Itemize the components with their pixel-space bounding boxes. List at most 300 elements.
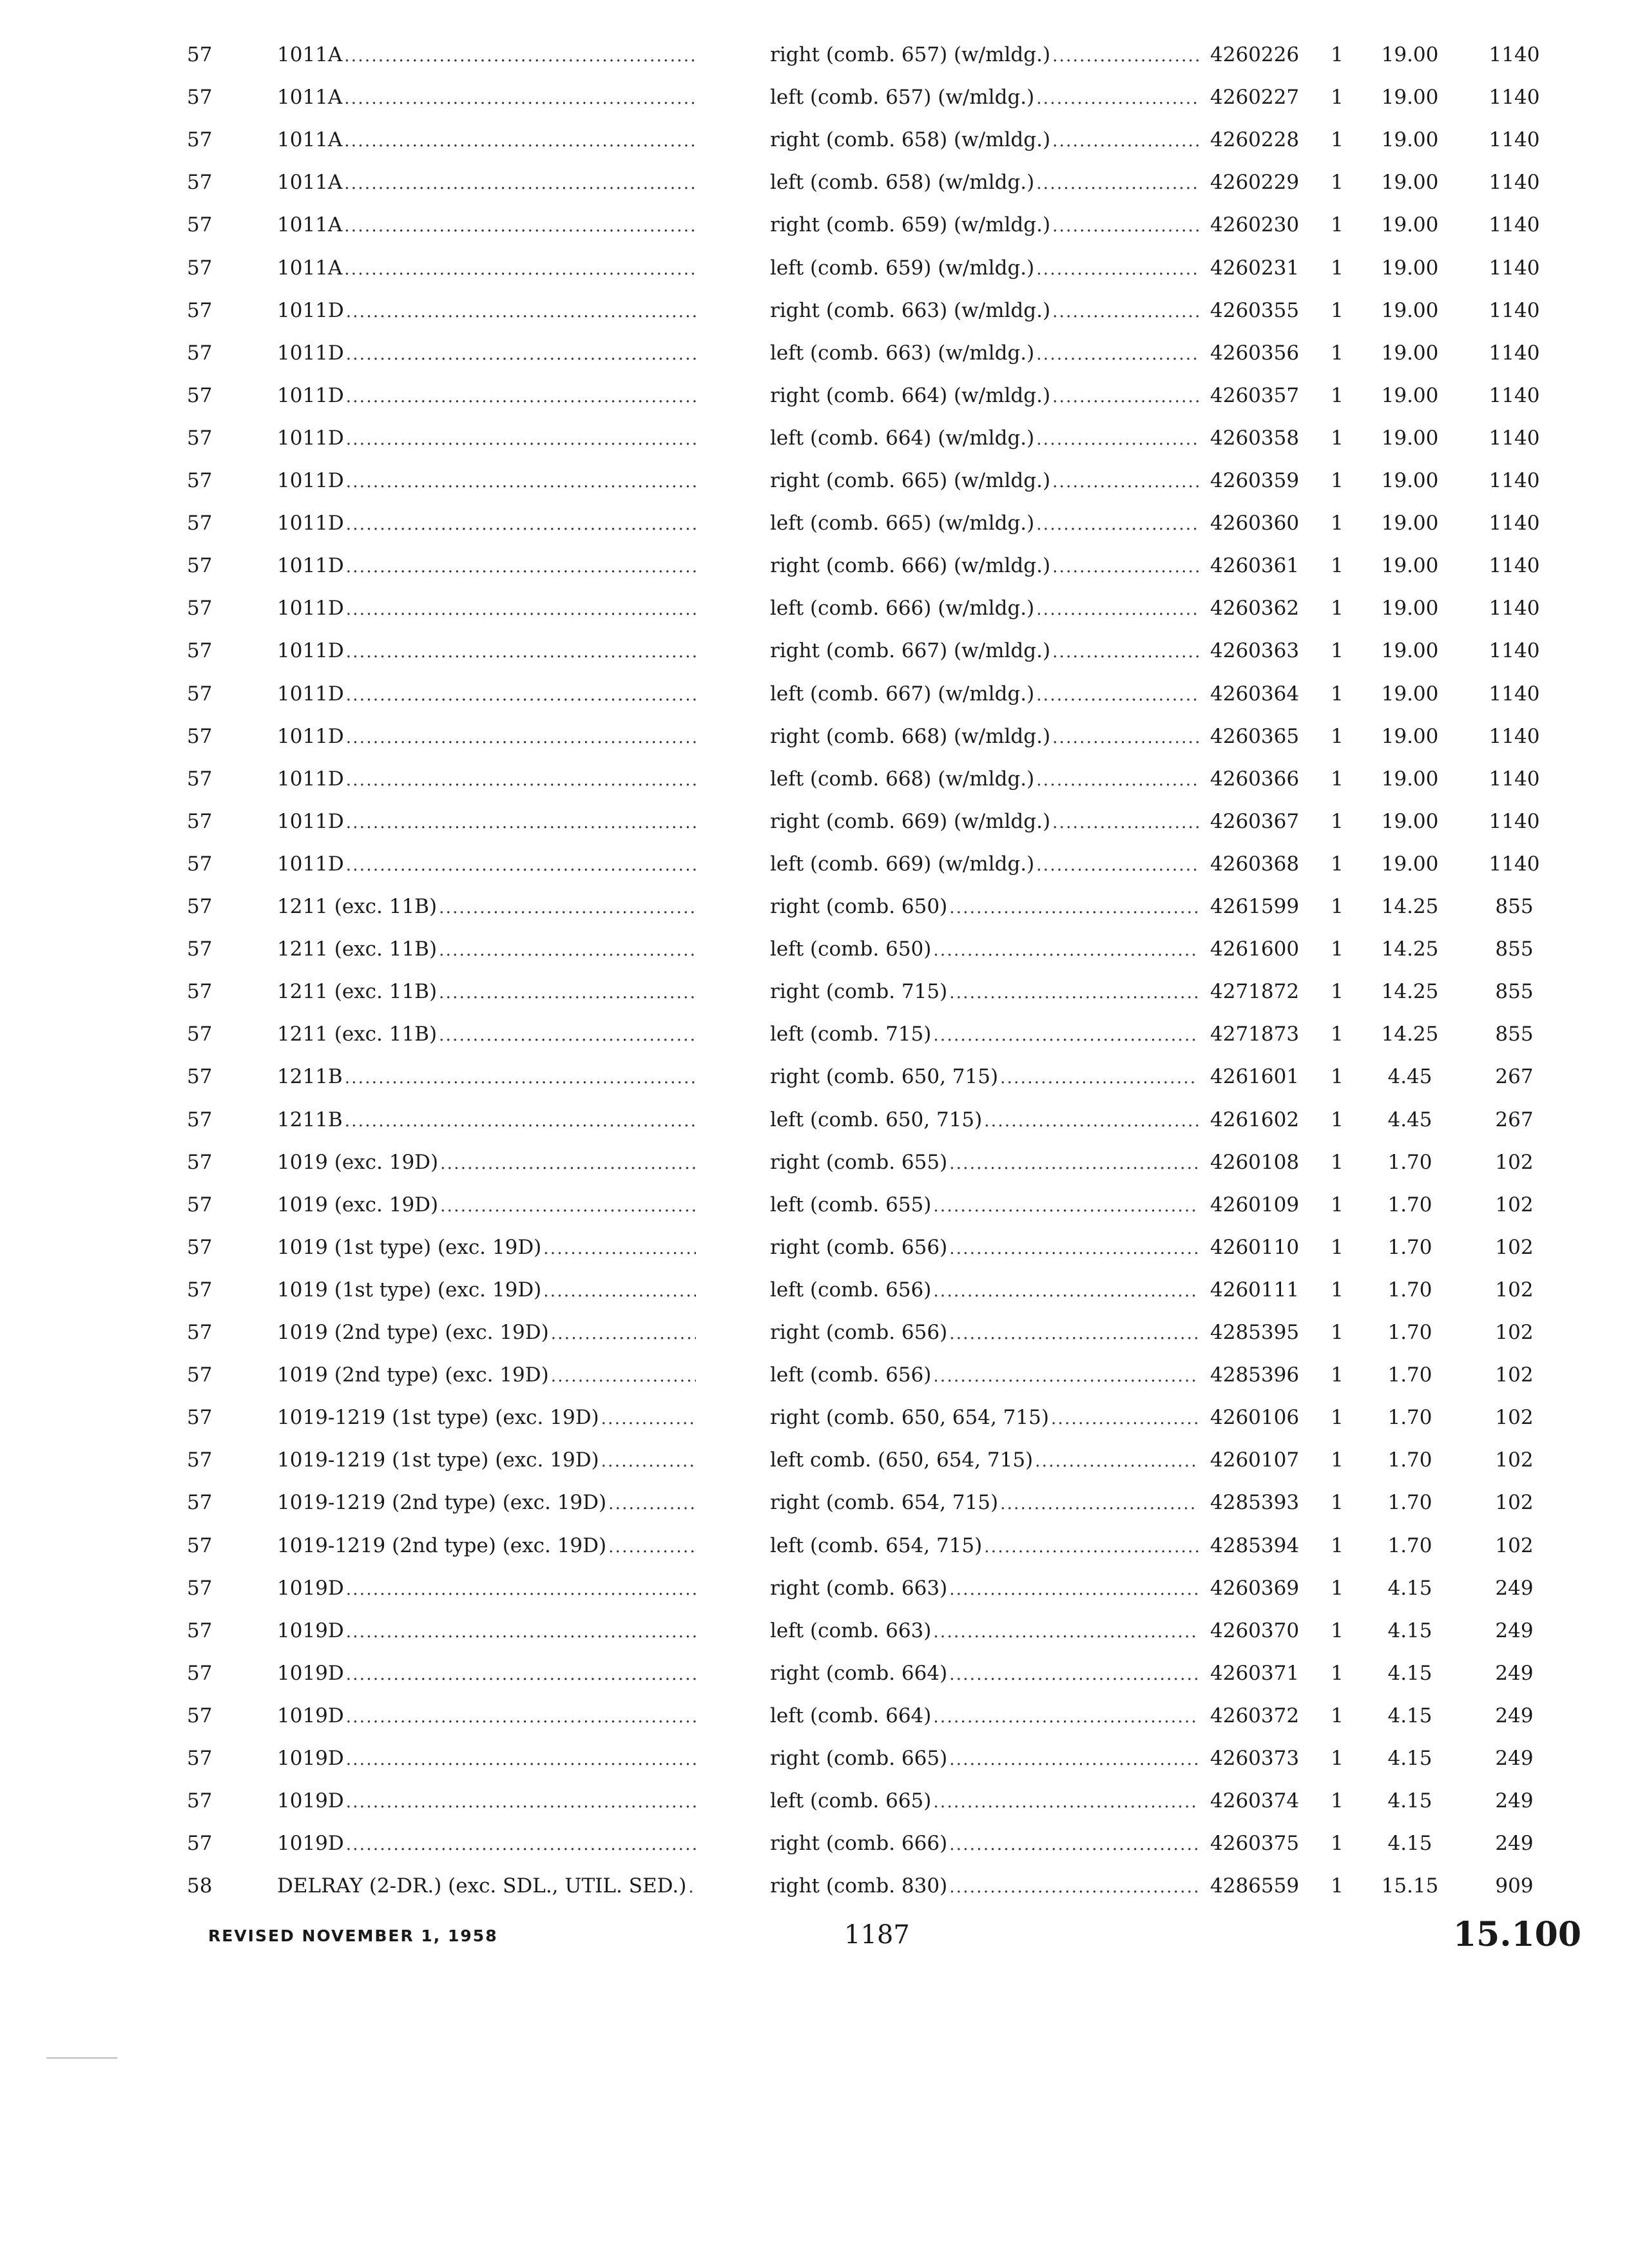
model-cell-text: 1019 (exc. 19D) — [277, 1193, 439, 1216]
table-row — [0, 1055, 1629, 1098]
price-cell: 14.25 — [1381, 1023, 1439, 1046]
model-cell — [277, 673, 696, 715]
code-cell: 249 — [1495, 1832, 1534, 1856]
dot-leader — [1052, 544, 1199, 587]
code-cell: 1140 — [1489, 43, 1540, 66]
price-cell: 19.00 — [1381, 469, 1439, 492]
dot-leader — [1000, 1481, 1199, 1524]
model-year-cell: 57 — [187, 1406, 213, 1430]
model-year-cell: 57 — [187, 1832, 213, 1856]
quantity-cell: 1 — [1331, 767, 1344, 791]
part-number-cell: 4260228 — [1210, 128, 1300, 152]
code-cell: 102 — [1495, 1278, 1534, 1302]
table-row — [0, 843, 1629, 885]
description-cell — [770, 1524, 1199, 1567]
dot-leader — [601, 1439, 696, 1481]
dot-leader — [346, 1737, 696, 1780]
model-year-cell: 57 — [187, 1278, 213, 1302]
model-cell — [277, 459, 696, 502]
dot-leader — [439, 885, 696, 928]
description-cell — [770, 502, 1199, 544]
page-number: 1187 — [844, 1920, 910, 1950]
part-number-cell: 4260368 — [1210, 852, 1300, 876]
dot-leader — [346, 459, 696, 502]
description-cell-text: right (comb. 659) (w/mldg.) — [770, 213, 1051, 237]
model-cell-text: 1019D — [277, 1661, 344, 1685]
dot-leader — [344, 34, 696, 76]
price-cell: 19.00 — [1381, 767, 1439, 791]
quantity-cell: 1 — [1331, 469, 1344, 492]
model-year-cell: 57 — [187, 86, 213, 110]
quantity-cell: 1 — [1331, 639, 1344, 663]
description-cell-text: right (comb. 664) — [770, 1661, 948, 1685]
model-cell — [277, 1013, 696, 1055]
dot-leader — [439, 970, 696, 1013]
price-cell: 4.15 — [1387, 1619, 1432, 1642]
model-cell-text: 1019 (2nd type) (exc. 19D) — [277, 1363, 549, 1387]
part-number-cell: 4260369 — [1210, 1576, 1300, 1600]
price-cell: 19.00 — [1381, 554, 1439, 578]
code-cell: 102 — [1495, 1363, 1534, 1387]
part-number-cell: 4260110 — [1210, 1235, 1300, 1259]
description-cell — [770, 1822, 1199, 1865]
quantity-cell: 1 — [1331, 1619, 1344, 1642]
part-number-cell: 4261601 — [1210, 1065, 1300, 1089]
model-cell-text: 1011D — [277, 852, 344, 876]
code-cell: 102 — [1495, 1491, 1534, 1515]
price-cell: 4.45 — [1387, 1065, 1432, 1089]
dot-leader — [1036, 161, 1199, 204]
part-number-cell: 4260363 — [1210, 639, 1300, 663]
model-year-cell: 57 — [187, 341, 213, 365]
dot-leader — [1052, 34, 1199, 76]
table-row — [0, 1396, 1629, 1439]
dot-leader — [344, 119, 696, 161]
part-number-cell: 4260364 — [1210, 682, 1300, 706]
model-cell-text: 1011A — [277, 86, 343, 110]
model-year-cell: 57 — [187, 1704, 213, 1727]
quantity-cell: 1 — [1331, 682, 1344, 706]
price-cell: 14.25 — [1381, 980, 1439, 1004]
dot-leader — [1052, 800, 1199, 843]
part-number-cell: 4260229 — [1210, 171, 1300, 195]
model-cell-text: 1211 (exc. 11B) — [277, 937, 438, 961]
model-year-cell: 57 — [187, 1321, 213, 1344]
quantity-cell: 1 — [1331, 1235, 1344, 1259]
quantity-cell: 1 — [1331, 1874, 1344, 1898]
model-cell — [277, 417, 696, 459]
quantity-cell: 1 — [1331, 1448, 1344, 1472]
model-cell — [277, 1737, 696, 1780]
dot-leader — [1036, 843, 1199, 885]
model-cell-text: 1011D — [277, 512, 344, 535]
price-cell: 19.00 — [1381, 597, 1439, 620]
dot-leader — [440, 1184, 696, 1226]
dot-leader — [344, 204, 696, 246]
dot-leader — [543, 1226, 696, 1269]
table-row — [0, 673, 1629, 715]
dot-leader — [933, 1184, 1199, 1226]
model-cell — [277, 1610, 696, 1652]
dot-leader — [608, 1524, 696, 1567]
table-row — [0, 928, 1629, 970]
model-year-cell: 57 — [187, 852, 213, 876]
model-year-cell: 57 — [187, 767, 213, 791]
description-cell-text: right (comb. 667) (w/mldg.) — [770, 639, 1051, 663]
part-number-cell: 4260370 — [1210, 1619, 1300, 1642]
model-year-cell: 57 — [187, 1747, 213, 1770]
part-number-cell: 4260361 — [1210, 554, 1300, 578]
table-row — [0, 1013, 1629, 1055]
description-cell — [770, 885, 1199, 928]
code-cell: 102 — [1495, 1406, 1534, 1430]
part-number-cell: 4260374 — [1210, 1789, 1300, 1813]
quantity-cell: 1 — [1331, 298, 1344, 322]
quantity-cell: 1 — [1331, 852, 1344, 876]
price-cell: 19.00 — [1381, 86, 1439, 110]
dot-leader — [933, 928, 1199, 970]
description-cell — [770, 161, 1199, 204]
quantity-cell: 1 — [1331, 213, 1344, 237]
dot-leader — [346, 289, 696, 332]
price-cell: 19.00 — [1381, 43, 1439, 66]
code-cell: 1140 — [1489, 213, 1540, 237]
code-cell: 102 — [1495, 1448, 1534, 1472]
code-cell: 249 — [1495, 1576, 1534, 1600]
dot-leader — [949, 885, 1199, 928]
description-cell — [770, 1269, 1199, 1311]
quantity-cell: 1 — [1331, 1832, 1344, 1856]
table-row — [0, 1184, 1629, 1226]
price-cell: 4.15 — [1387, 1661, 1432, 1685]
dot-leader — [1052, 629, 1199, 672]
quantity-cell: 1 — [1331, 383, 1344, 407]
description-cell-text: left (comb. 655) — [770, 1193, 932, 1216]
description-cell — [770, 1567, 1199, 1610]
price-cell: 1.70 — [1387, 1448, 1432, 1472]
model-cell — [277, 34, 696, 76]
dot-leader — [543, 1269, 696, 1311]
description-cell — [770, 1652, 1199, 1695]
model-cell — [277, 1780, 696, 1822]
quantity-cell: 1 — [1331, 43, 1344, 66]
model-cell-text: 1019 (1st type) (exc. 19D) — [277, 1235, 542, 1259]
code-cell: 1140 — [1489, 426, 1540, 450]
quantity-cell: 1 — [1331, 1704, 1344, 1727]
description-cell — [770, 800, 1199, 843]
table-row — [0, 1311, 1629, 1354]
price-cell: 1.70 — [1387, 1150, 1432, 1174]
price-cell: 1.70 — [1387, 1235, 1432, 1259]
code-cell: 1140 — [1489, 383, 1540, 407]
code-cell: 1140 — [1489, 86, 1540, 110]
dot-leader — [1052, 374, 1199, 417]
code-cell: 267 — [1495, 1108, 1534, 1131]
model-cell-text: 1211 (exc. 11B) — [277, 895, 438, 918]
description-cell-text: right (comb. 664) (w/mldg.) — [770, 383, 1051, 407]
table-row — [0, 1737, 1629, 1780]
price-cell: 4.15 — [1387, 1704, 1432, 1727]
price-cell: 19.00 — [1381, 512, 1439, 535]
model-year-cell: 57 — [187, 213, 213, 237]
dot-leader — [1036, 417, 1199, 459]
model-cell — [277, 970, 696, 1013]
dot-leader — [1035, 1439, 1199, 1481]
description-cell — [770, 417, 1199, 459]
dot-leader — [346, 629, 696, 672]
code-cell: 1140 — [1489, 682, 1540, 706]
description-cell-text: right (comb. 654, 715) — [770, 1491, 999, 1515]
description-cell-text: left (comb. 664) (w/mldg.) — [770, 426, 1035, 450]
model-year-cell: 57 — [187, 554, 213, 578]
code-cell: 249 — [1495, 1747, 1534, 1770]
table-row — [0, 1439, 1629, 1481]
description-cell-text: right (comb. 669) (w/mldg.) — [770, 809, 1051, 833]
model-cell-text: 1011A — [277, 256, 343, 280]
code-cell: 855 — [1495, 980, 1534, 1004]
dot-leader — [949, 1822, 1199, 1865]
price-cell: 1.70 — [1387, 1491, 1432, 1515]
description-cell — [770, 204, 1199, 246]
model-cell — [277, 544, 696, 587]
description-cell-text: left (comb. 665) (w/mldg.) — [770, 512, 1035, 535]
price-cell: 19.00 — [1381, 383, 1439, 407]
description-cell-text: left (comb. 650) — [770, 937, 932, 961]
model-cell — [277, 161, 696, 204]
model-cell-text: 1019-1219 (2nd type) (exc. 19D) — [277, 1491, 607, 1515]
quantity-cell: 1 — [1331, 86, 1344, 110]
model-year-cell: 57 — [187, 298, 213, 322]
quantity-cell: 1 — [1331, 1533, 1344, 1557]
model-cell — [277, 289, 696, 332]
dot-leader — [346, 332, 696, 374]
model-cell-text: 1011D — [277, 809, 344, 833]
description-cell-text: right (comb. 715) — [770, 980, 948, 1004]
model-year-cell: 57 — [187, 1576, 213, 1600]
description-cell — [770, 1610, 1199, 1652]
price-cell: 19.00 — [1381, 341, 1439, 365]
dot-leader — [346, 1652, 696, 1695]
description-cell — [770, 247, 1199, 289]
code-cell: 249 — [1495, 1619, 1534, 1642]
table-row — [0, 1269, 1629, 1311]
description-cell — [770, 332, 1199, 374]
quantity-cell: 1 — [1331, 256, 1344, 280]
model-cell-text: 1011D — [277, 597, 344, 620]
model-cell-text: 1011A — [277, 128, 343, 152]
description-cell — [770, 1141, 1199, 1184]
price-cell: 19.00 — [1381, 128, 1439, 152]
model-year-cell: 57 — [187, 682, 213, 706]
table-row — [0, 119, 1629, 161]
model-year-cell: 57 — [187, 1491, 213, 1515]
description-cell-text: left (comb. 656) — [770, 1278, 932, 1302]
model-cell — [277, 76, 696, 119]
code-cell: 1140 — [1489, 767, 1540, 791]
model-cell-text: 1011D — [277, 383, 344, 407]
code-cell: 1140 — [1489, 256, 1540, 280]
dot-leader — [551, 1354, 696, 1396]
model-year-cell: 57 — [187, 937, 213, 961]
description-cell-text: right (comb. 650) — [770, 895, 948, 918]
quantity-cell: 1 — [1331, 426, 1344, 450]
table-row — [0, 1141, 1629, 1184]
dot-leader — [346, 544, 696, 587]
table-row — [0, 1695, 1629, 1737]
model-year-cell: 57 — [187, 895, 213, 918]
model-cell — [277, 1524, 696, 1567]
description-cell-text: right (comb. 663) (w/mldg.) — [770, 298, 1051, 322]
part-number-cell: 4260365 — [1210, 724, 1300, 748]
dot-leader — [1036, 673, 1199, 715]
quantity-cell: 1 — [1331, 1661, 1344, 1685]
description-cell-text: right (comb. 663) — [770, 1576, 948, 1600]
model-cell — [277, 715, 696, 758]
description-cell-text: right (comb. 666) — [770, 1832, 948, 1856]
part-number-cell: 4285395 — [1210, 1321, 1300, 1344]
table-row — [0, 1226, 1629, 1269]
description-cell-text: left comb. (650, 654, 715) — [770, 1448, 1034, 1472]
model-cell — [277, 1141, 696, 1184]
dot-leader — [949, 1311, 1199, 1354]
price-cell: 1.70 — [1387, 1406, 1432, 1430]
part-number-cell: 4260227 — [1210, 86, 1300, 110]
part-number-cell: 4260226 — [1210, 43, 1300, 66]
code-cell: 1140 — [1489, 554, 1540, 578]
dot-leader — [344, 247, 696, 289]
table-row — [0, 459, 1629, 502]
part-number-cell: 4260355 — [1210, 298, 1300, 322]
model-cell-text: 1019 (2nd type) (exc. 19D) — [277, 1321, 549, 1344]
description-cell-text: left (comb. 715) — [770, 1023, 932, 1046]
code-cell: 909 — [1495, 1874, 1534, 1898]
part-number-cell: 4261600 — [1210, 937, 1300, 961]
model-cell-text: 1011D — [277, 639, 344, 663]
description-cell — [770, 843, 1199, 885]
quantity-cell: 1 — [1331, 128, 1344, 152]
description-cell — [770, 459, 1199, 502]
dot-leader — [949, 1737, 1199, 1780]
description-cell-text: right (comb. 830) — [770, 1874, 948, 1898]
model-year-cell: 57 — [187, 1619, 213, 1642]
table-row — [0, 800, 1629, 843]
dot-leader — [346, 1610, 696, 1652]
model-year-cell: 57 — [187, 1235, 213, 1259]
code-cell: 855 — [1495, 895, 1534, 918]
part-number-cell: 4286559 — [1210, 1874, 1300, 1898]
table-row — [0, 1822, 1629, 1865]
description-cell — [770, 1184, 1199, 1226]
code-cell: 1140 — [1489, 171, 1540, 195]
quantity-cell: 1 — [1331, 1363, 1344, 1387]
table-row — [0, 587, 1629, 629]
model-cell — [277, 1184, 696, 1226]
description-cell-text: left (comb. 665) — [770, 1789, 932, 1813]
model-year-cell: 58 — [187, 1874, 213, 1898]
model-cell-text: DELRAY (2-DR.) (exc. SDL., UTIL. SED.) — [277, 1874, 687, 1898]
model-cell — [277, 1226, 696, 1269]
description-cell-text: left (comb. 666) (w/mldg.) — [770, 597, 1035, 620]
model-year-cell: 57 — [187, 1193, 213, 1216]
quantity-cell: 1 — [1331, 1321, 1344, 1344]
dot-leader — [346, 758, 696, 800]
dot-leader — [345, 1055, 696, 1098]
description-cell-text: right (comb. 665) — [770, 1747, 948, 1770]
quantity-cell: 1 — [1331, 341, 1344, 365]
dot-leader — [949, 1226, 1199, 1269]
part-number-cell: 4260231 — [1210, 256, 1300, 280]
dot-leader — [346, 800, 696, 843]
code-cell: 249 — [1495, 1661, 1534, 1685]
part-number-cell: 4260366 — [1210, 767, 1300, 791]
dot-leader — [439, 1013, 696, 1055]
description-cell-text: right (comb. 650, 654, 715) — [770, 1406, 1049, 1430]
model-cell — [277, 1396, 696, 1439]
part-number-cell: 4260230 — [1210, 213, 1300, 237]
price-cell: 19.00 — [1381, 852, 1439, 876]
model-cell — [277, 885, 696, 928]
model-cell — [277, 1439, 696, 1481]
model-cell-text: 1019D — [277, 1832, 344, 1856]
table-row — [0, 629, 1629, 672]
model-cell — [277, 1652, 696, 1695]
model-year-cell: 57 — [187, 639, 213, 663]
price-cell: 1.70 — [1387, 1193, 1432, 1216]
description-cell-text: left (comb. 669) (w/mldg.) — [770, 852, 1035, 876]
model-cell — [277, 1481, 696, 1524]
description-cell-text: left (comb. 663) (w/mldg.) — [770, 341, 1035, 365]
dot-leader — [346, 1780, 696, 1822]
table-row — [0, 332, 1629, 374]
description-cell — [770, 76, 1199, 119]
part-number-cell: 4285394 — [1210, 1533, 1300, 1557]
table-row — [0, 885, 1629, 928]
code-cell: 102 — [1495, 1533, 1534, 1557]
model-cell-text: 1019-1219 (1st type) (exc. 19D) — [277, 1406, 599, 1430]
quantity-cell: 1 — [1331, 1278, 1344, 1302]
price-cell: 4.15 — [1387, 1832, 1432, 1856]
description-cell-text: left (comb. 659) (w/mldg.) — [770, 256, 1035, 280]
model-cell-text: 1011D — [277, 554, 344, 578]
model-cell — [277, 1354, 696, 1396]
quantity-cell: 1 — [1331, 980, 1344, 1004]
code-cell: 102 — [1495, 1150, 1534, 1174]
model-cell-text: 1019D — [277, 1576, 344, 1600]
description-cell — [770, 587, 1199, 629]
code-cell: 1140 — [1489, 809, 1540, 833]
description-cell — [770, 1311, 1199, 1354]
model-cell-text: 1211B — [277, 1065, 343, 1089]
dot-leader — [346, 715, 696, 758]
page-footer — [0, 1901, 1629, 1965]
price-cell: 4.15 — [1387, 1576, 1432, 1600]
model-cell — [277, 928, 696, 970]
price-cell: 1.70 — [1387, 1533, 1432, 1557]
description-cell-text: left (comb. 658) (w/mldg.) — [770, 171, 1035, 195]
description-cell — [770, 1354, 1199, 1396]
model-cell — [277, 332, 696, 374]
model-year-cell: 57 — [187, 128, 213, 152]
model-cell-text: 1011A — [277, 43, 343, 66]
part-number-cell: 4260359 — [1210, 469, 1300, 492]
description-cell-text: right (comb. 656) — [770, 1321, 948, 1344]
description-cell — [770, 1780, 1199, 1822]
description-cell-text: left (comb. 654, 715) — [770, 1533, 983, 1557]
dot-leader — [608, 1481, 696, 1524]
part-number-cell: 4260106 — [1210, 1406, 1300, 1430]
model-cell — [277, 587, 696, 629]
model-year-cell: 57 — [187, 1065, 213, 1089]
